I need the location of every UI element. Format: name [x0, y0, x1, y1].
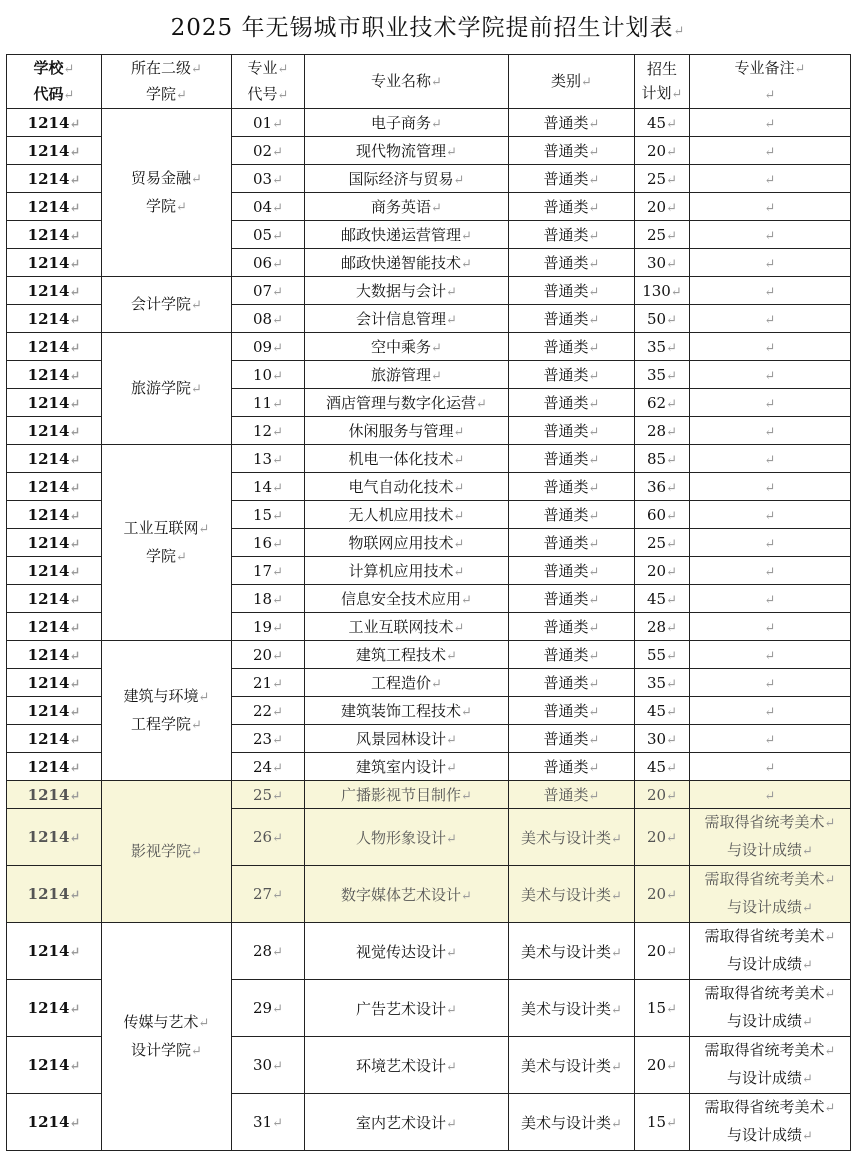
- enrollment-plan-table: [6, 54, 851, 1151]
- major-name-cell: 现代物流管理↵: [305, 137, 509, 165]
- category-cell: 普通类↵: [509, 445, 635, 473]
- major-code-cell: 27↵: [232, 866, 305, 923]
- major-name-cell: 商务英语↵: [305, 193, 509, 221]
- major-code-cell: 10↵: [232, 361, 305, 389]
- major-name-cell: 旅游管理↵: [305, 361, 509, 389]
- category-cell: 普通类↵: [509, 613, 635, 641]
- department-cell: 会计学院↵: [102, 277, 232, 333]
- school-code-cell: 1214↵: [7, 781, 102, 809]
- header-department: 所在二级↵ 学院↵: [102, 55, 232, 109]
- school-code-cell: 1214↵: [7, 866, 102, 923]
- major-name-cell: 风景园林设计↵: [305, 725, 509, 753]
- remark-cell: ↵: [690, 725, 851, 753]
- school-code-cell: 1214↵: [7, 697, 102, 725]
- school-code-cell: 1214↵: [7, 137, 102, 165]
- major-code-cell: 15↵: [232, 501, 305, 529]
- quota-cell: 25↵: [635, 529, 690, 557]
- school-code-cell: 1214↵: [7, 277, 102, 305]
- remark-cell: ↵: [690, 613, 851, 641]
- remark-cell: ↵: [690, 473, 851, 501]
- major-code-cell: 13↵: [232, 445, 305, 473]
- remark-cell: ↵: [690, 669, 851, 697]
- remark-cell: ↵: [690, 249, 851, 277]
- major-name-cell: 工程造价↵: [305, 669, 509, 697]
- remark-cell: ↵: [690, 193, 851, 221]
- school-code-cell: 1214↵: [7, 389, 102, 417]
- major-code-cell: 28↵: [232, 923, 305, 980]
- category-cell: 普通类↵: [509, 333, 635, 361]
- category-cell: 普通类↵: [509, 249, 635, 277]
- major-name-cell: 无人机应用技术↵: [305, 501, 509, 529]
- department-cell: 工业互联网↵ 学院↵: [102, 445, 232, 641]
- category-cell: 普通类↵: [509, 417, 635, 445]
- major-code-cell: 29↵: [232, 980, 305, 1037]
- quota-cell: 45↵: [635, 697, 690, 725]
- school-code-cell: 1214↵: [7, 193, 102, 221]
- major-name-cell: 视觉传达设计↵: [305, 923, 509, 980]
- major-code-cell: 06↵: [232, 249, 305, 277]
- major-name-cell: 环境艺术设计↵: [305, 1037, 509, 1094]
- table-row: [7, 109, 851, 137]
- remark-cell: ↵: [690, 641, 851, 669]
- category-cell: 普通类↵: [509, 529, 635, 557]
- major-code-cell: 04↵: [232, 193, 305, 221]
- remark-cell: ↵: [690, 417, 851, 445]
- major-code-cell: 31↵: [232, 1094, 305, 1151]
- quota-cell: 25↵: [635, 165, 690, 193]
- quota-cell: 30↵: [635, 249, 690, 277]
- school-code-cell: 1214↵: [7, 613, 102, 641]
- remark-cell: ↵: [690, 333, 851, 361]
- remark-cell: ↵: [690, 585, 851, 613]
- category-cell: 美术与设计类↵: [509, 809, 635, 866]
- quota-cell: 20↵: [635, 193, 690, 221]
- department-cell: 贸易金融↵ 学院↵: [102, 109, 232, 277]
- category-cell: 普通类↵: [509, 501, 635, 529]
- category-cell: 普通类↵: [509, 361, 635, 389]
- header-remark: 专业备注↵ ↵: [690, 55, 851, 109]
- remark-cell: ↵: [690, 277, 851, 305]
- major-code-cell: 11↵: [232, 389, 305, 417]
- remark-cell: 需取得省统考美术↵ 与设计成绩↵: [690, 1037, 851, 1094]
- table-row: [7, 277, 851, 305]
- school-code-cell: 1214↵: [7, 417, 102, 445]
- remark-cell: ↵: [690, 109, 851, 137]
- school-code-cell: 1214↵: [7, 305, 102, 333]
- remark-cell: ↵: [690, 389, 851, 417]
- header-category: 类别↵: [509, 55, 635, 109]
- major-name-cell: 工业互联网技术↵: [305, 613, 509, 641]
- category-cell: 普通类↵: [509, 389, 635, 417]
- major-code-cell: 19↵: [232, 613, 305, 641]
- major-name-cell: 广播影视节目制作↵: [305, 781, 509, 809]
- category-cell: 普通类↵: [509, 585, 635, 613]
- major-code-cell: 23↵: [232, 725, 305, 753]
- major-code-cell: 22↵: [232, 697, 305, 725]
- table-body: [7, 109, 851, 1151]
- department-cell: 建筑与环境↵ 工程学院↵: [102, 641, 232, 781]
- school-code-cell: 1214↵: [7, 529, 102, 557]
- major-name-cell: 室内艺术设计↵: [305, 1094, 509, 1151]
- major-name-cell: 邮政快递智能技术↵: [305, 249, 509, 277]
- category-cell: 美术与设计类↵: [509, 866, 635, 923]
- quota-cell: 45↵: [635, 585, 690, 613]
- major-code-cell: 18↵: [232, 585, 305, 613]
- quota-cell: 20↵: [635, 809, 690, 866]
- school-code-cell: 1214↵: [7, 165, 102, 193]
- major-name-cell: 机电一体化技术↵: [305, 445, 509, 473]
- remark-cell: ↵: [690, 305, 851, 333]
- school-code-cell: 1214↵: [7, 1037, 102, 1094]
- school-code-cell: 1214↵: [7, 333, 102, 361]
- table-row: [7, 781, 851, 809]
- school-code-cell: 1214↵: [7, 557, 102, 585]
- major-code-cell: 14↵: [232, 473, 305, 501]
- category-cell: 美术与设计类↵: [509, 1037, 635, 1094]
- quota-cell: 20↵: [635, 923, 690, 980]
- remark-cell: 需取得省统考美术↵ 与设计成绩↵: [690, 980, 851, 1037]
- category-cell: 美术与设计类↵: [509, 923, 635, 980]
- major-name-cell: 信息安全技术应用↵: [305, 585, 509, 613]
- category-cell: 普通类↵: [509, 753, 635, 781]
- category-cell: 普通类↵: [509, 473, 635, 501]
- major-name-cell: 休闲服务与管理↵: [305, 417, 509, 445]
- school-code-cell: 1214↵: [7, 585, 102, 613]
- major-name-cell: 建筑室内设计↵: [305, 753, 509, 781]
- major-code-cell: 30↵: [232, 1037, 305, 1094]
- remark-cell: ↵: [690, 361, 851, 389]
- school-code-cell: 1214↵: [7, 923, 102, 980]
- department-cell: 影视学院↵: [102, 781, 232, 923]
- department-cell: 旅游学院↵: [102, 333, 232, 445]
- major-name-cell: 建筑工程技术↵: [305, 641, 509, 669]
- quota-cell: 20↵: [635, 866, 690, 923]
- quota-cell: 60↵: [635, 501, 690, 529]
- remark-cell: ↵: [690, 697, 851, 725]
- quota-cell: 36↵: [635, 473, 690, 501]
- category-cell: 普通类↵: [509, 221, 635, 249]
- category-cell: 普通类↵: [509, 193, 635, 221]
- remark-cell: ↵: [690, 753, 851, 781]
- major-code-cell: 20↵: [232, 641, 305, 669]
- school-code-cell: 1214↵: [7, 641, 102, 669]
- department-cell: 传媒与艺术↵ 设计学院↵: [102, 923, 232, 1151]
- major-name-cell: 计算机应用技术↵: [305, 557, 509, 585]
- major-code-cell: 17↵: [232, 557, 305, 585]
- remark-cell: ↵: [690, 137, 851, 165]
- remark-cell: 需取得省统考美术↵ 与设计成绩↵: [690, 866, 851, 923]
- major-code-cell: 26↵: [232, 809, 305, 866]
- school-code-cell: 1214↵: [7, 501, 102, 529]
- school-code-cell: 1214↵: [7, 445, 102, 473]
- quota-cell: 20↵: [635, 781, 690, 809]
- category-cell: 美术与设计类↵: [509, 980, 635, 1037]
- quota-cell: 15↵: [635, 1094, 690, 1151]
- quota-cell: 35↵: [635, 333, 690, 361]
- category-cell: 普通类↵: [509, 725, 635, 753]
- major-name-cell: 广告艺术设计↵: [305, 980, 509, 1037]
- header-row: [7, 55, 851, 109]
- school-code-cell: 1214↵: [7, 1094, 102, 1151]
- remark-cell: ↵: [690, 529, 851, 557]
- major-code-cell: 09↵: [232, 333, 305, 361]
- major-name-cell: 会计信息管理↵: [305, 305, 509, 333]
- quota-cell: 35↵: [635, 669, 690, 697]
- category-cell: 普通类↵: [509, 109, 635, 137]
- major-code-cell: 16↵: [232, 529, 305, 557]
- school-code-cell: 1214↵: [7, 809, 102, 866]
- table-row: [7, 923, 851, 980]
- header-major-code: 专业↵ 代号↵: [232, 55, 305, 109]
- school-code-cell: 1214↵: [7, 109, 102, 137]
- table-row: [7, 333, 851, 361]
- school-code-cell: 1214↵: [7, 725, 102, 753]
- major-code-cell: 05↵: [232, 221, 305, 249]
- school-code-cell: 1214↵: [7, 249, 102, 277]
- major-code-cell: 07↵: [232, 277, 305, 305]
- major-code-cell: 24↵: [232, 753, 305, 781]
- major-name-cell: 人物形象设计↵: [305, 809, 509, 866]
- quota-cell: 30↵: [635, 725, 690, 753]
- category-cell: 普通类↵: [509, 165, 635, 193]
- category-cell: 普通类↵: [509, 137, 635, 165]
- school-code-cell: 1214↵: [7, 221, 102, 249]
- category-cell: 普通类↵: [509, 781, 635, 809]
- quota-cell: 85↵: [635, 445, 690, 473]
- major-code-cell: 12↵: [232, 417, 305, 445]
- quota-cell: 15↵: [635, 980, 690, 1037]
- header-major-name: 专业名称↵: [305, 55, 509, 109]
- remark-cell: ↵: [690, 781, 851, 809]
- major-name-cell: 电子商务↵: [305, 109, 509, 137]
- category-cell: 普通类↵: [509, 641, 635, 669]
- major-code-cell: 02↵: [232, 137, 305, 165]
- school-code-cell: 1214↵: [7, 669, 102, 697]
- major-code-cell: 01↵: [232, 109, 305, 137]
- header-school-code: 学校↵ 代码↵: [7, 55, 102, 109]
- remark-cell: ↵: [690, 557, 851, 585]
- remark-cell: 需取得省统考美术↵ 与设计成绩↵: [690, 1094, 851, 1151]
- major-name-cell: 酒店管理与数字化运营↵: [305, 389, 509, 417]
- major-name-cell: 空中乘务↵: [305, 333, 509, 361]
- quota-cell: 35↵: [635, 361, 690, 389]
- major-name-cell: 邮政快递运营管理↵: [305, 221, 509, 249]
- page-title: 2025 年无锡城市职业技术学院提前招生计划表↵: [170, 15, 686, 41]
- quota-cell: 20↵: [635, 1037, 690, 1094]
- remark-cell: ↵: [690, 501, 851, 529]
- header-quota: 招生 计划↵: [635, 55, 690, 109]
- remark-cell: ↵: [690, 445, 851, 473]
- category-cell: 普通类↵: [509, 277, 635, 305]
- category-cell: 普通类↵: [509, 669, 635, 697]
- category-cell: 美术与设计类↵: [509, 1094, 635, 1151]
- category-cell: 普通类↵: [509, 697, 635, 725]
- major-name-cell: 国际经济与贸易↵: [305, 165, 509, 193]
- major-code-cell: 03↵: [232, 165, 305, 193]
- major-name-cell: 物联网应用技术↵: [305, 529, 509, 557]
- major-code-cell: 08↵: [232, 305, 305, 333]
- school-code-cell: 1214↵: [7, 980, 102, 1037]
- quota-cell: 130↵: [635, 277, 690, 305]
- quota-cell: 25↵: [635, 221, 690, 249]
- quota-cell: 20↵: [635, 557, 690, 585]
- table-row: [7, 641, 851, 669]
- remark-cell: 需取得省统考美术↵ 与设计成绩↵: [690, 809, 851, 866]
- remark-cell: ↵: [690, 165, 851, 193]
- quota-cell: 28↵: [635, 417, 690, 445]
- major-name-cell: 数字媒体艺术设计↵: [305, 866, 509, 923]
- quota-cell: 45↵: [635, 109, 690, 137]
- quota-cell: 28↵: [635, 613, 690, 641]
- category-cell: 普通类↵: [509, 305, 635, 333]
- major-code-cell: 25↵: [232, 781, 305, 809]
- school-code-cell: 1214↵: [7, 473, 102, 501]
- category-cell: 普通类↵: [509, 557, 635, 585]
- remark-cell: 需取得省统考美术↵ 与设计成绩↵: [690, 923, 851, 980]
- table-row: [7, 445, 851, 473]
- major-name-cell: 电气自动化技术↵: [305, 473, 509, 501]
- major-code-cell: 21↵: [232, 669, 305, 697]
- quota-cell: 55↵: [635, 641, 690, 669]
- school-code-cell: 1214↵: [7, 361, 102, 389]
- major-name-cell: 建筑装饰工程技术↵: [305, 697, 509, 725]
- major-name-cell: 大数据与会计↵: [305, 277, 509, 305]
- quota-cell: 62↵: [635, 389, 690, 417]
- quota-cell: 20↵: [635, 137, 690, 165]
- remark-cell: ↵: [690, 221, 851, 249]
- school-code-cell: 1214↵: [7, 753, 102, 781]
- quota-cell: 50↵: [635, 305, 690, 333]
- quota-cell: 45↵: [635, 753, 690, 781]
